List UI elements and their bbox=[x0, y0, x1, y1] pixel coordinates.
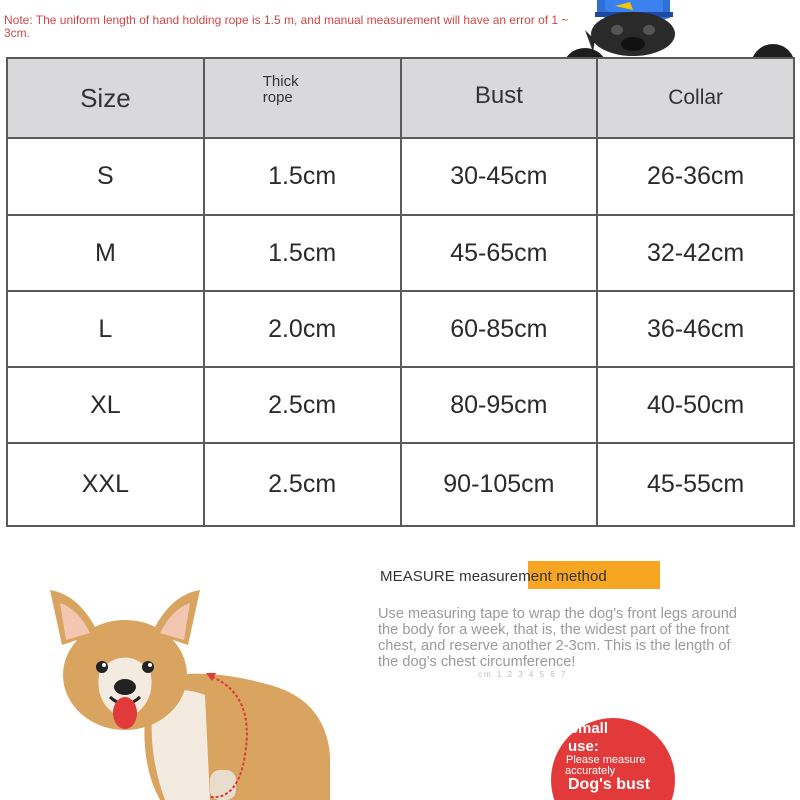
table-row bbox=[7, 138, 794, 215]
cell-collar: 45-55cm bbox=[597, 443, 794, 526]
header-size: Size bbox=[7, 58, 204, 138]
size-table bbox=[6, 57, 795, 527]
cell-bust: 90-105cm bbox=[401, 443, 598, 526]
header-thick-rope bbox=[204, 58, 401, 138]
table-row bbox=[7, 367, 794, 443]
table-row bbox=[7, 215, 794, 291]
measure-title-text: MEASURE measurement method bbox=[380, 567, 607, 585]
table-row bbox=[7, 291, 794, 367]
note-text: Note: The uniform length of hand holding rope is 1.5 m, and manual measurement will have an error of 1 ~ 3cm. bbox=[4, 13, 569, 40]
small-use-badge bbox=[551, 718, 675, 800]
cell-collar: 36-46cm bbox=[597, 291, 794, 367]
cell-collar: 40-50cm bbox=[597, 367, 794, 443]
cell-size: S bbox=[7, 138, 204, 215]
measure-title bbox=[380, 562, 607, 590]
header-bust: Bust bbox=[401, 58, 598, 138]
header-collar: Collar bbox=[597, 58, 794, 138]
badge-line4: accurately bbox=[565, 765, 616, 777]
cell-thick-rope: 2.5cm bbox=[204, 367, 401, 443]
cell-bust: 60-85cm bbox=[401, 291, 598, 367]
table-row bbox=[7, 443, 794, 526]
badge-line2: use: bbox=[568, 738, 599, 755]
header-thick-line1: Thick bbox=[262, 73, 299, 90]
badge-line5: Dog's bust bbox=[568, 776, 651, 793]
header-thick-line2: rope bbox=[262, 89, 293, 106]
cell-thick-rope: 1.5cm bbox=[204, 215, 401, 291]
cell-thick-rope: 1.5cm bbox=[204, 138, 401, 215]
badge-line3: Please measure bbox=[566, 754, 646, 766]
badge-line1: Small bbox=[568, 720, 609, 737]
cell-bust: 80-95cm bbox=[401, 367, 598, 443]
cell-bust: 30-45cm bbox=[401, 138, 598, 215]
cell-size: M bbox=[7, 215, 204, 291]
cell-thick-rope: 2.0cm bbox=[204, 291, 401, 367]
cell-size: XL bbox=[7, 367, 204, 443]
cell-size: L bbox=[7, 291, 204, 367]
table-header-row bbox=[7, 58, 794, 138]
cell-collar: 32-42cm bbox=[597, 215, 794, 291]
cell-size: XXL bbox=[7, 443, 204, 526]
corgi-icon bbox=[40, 585, 340, 800]
cell-collar: 26-36cm bbox=[597, 138, 794, 215]
cell-thick-rope: 2.5cm bbox=[204, 443, 401, 526]
cell-bust: 45-65cm bbox=[401, 215, 598, 291]
measure-description: Use measuring tape to wrap the dog's front legs around the body for a week, that is, the widest part of the front chest, and reserve another 2-3cm. This is the length of the dog's chest circumference! bbox=[378, 606, 737, 670]
ruler-ticks: cm 1 2 3 4 5 6 7 bbox=[478, 670, 568, 679]
